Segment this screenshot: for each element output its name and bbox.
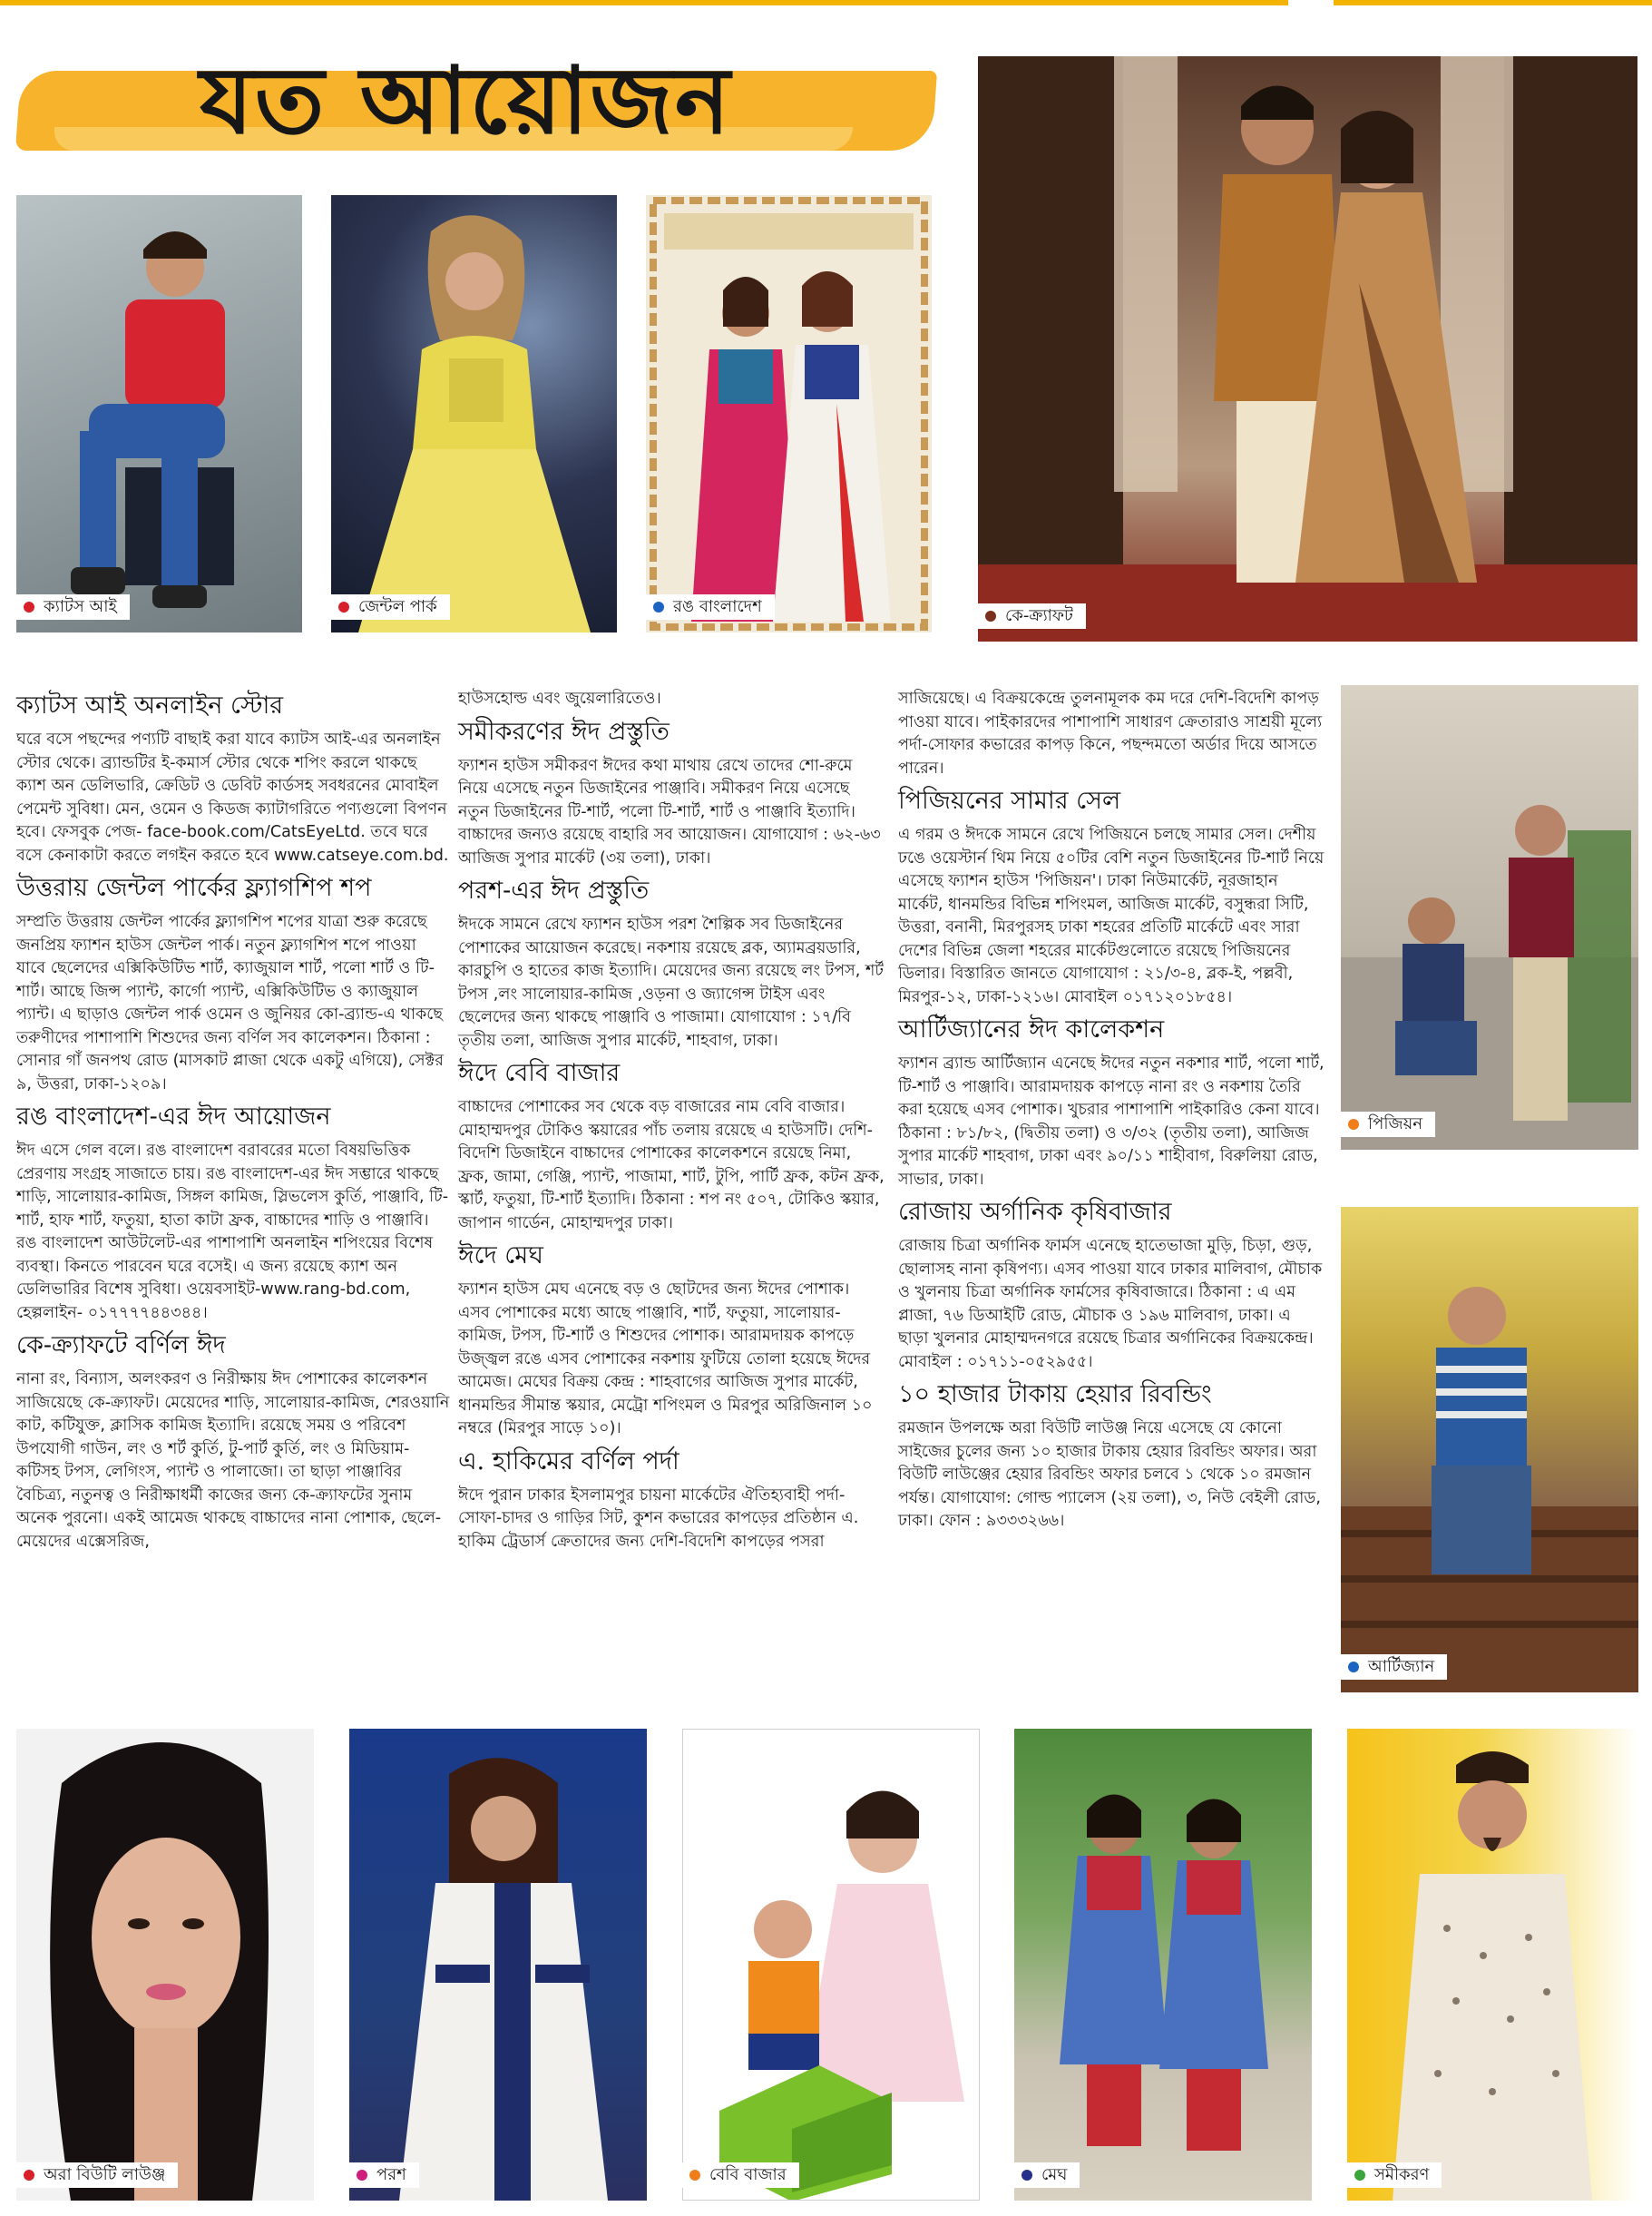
caption-text: আর্টিজ্যান [1368, 1657, 1435, 1676]
caption-text: পরশ [376, 2165, 406, 2184]
headline-rang-bangladesh: রঙ বাংলাদেশ-এর ঈদ আয়োজন [16, 1103, 331, 1131]
caption-porosh [349, 2162, 419, 2188]
column-1 [16, 685, 450, 1557]
article-continued-lead: হাউসহোল্ড এবং জুয়েলারিতেও। [458, 690, 661, 708]
headline-k-craft: কে-ক্র্যাফটে বর্ণিল ঈদ [16, 1331, 226, 1359]
caption-text: ক্যাটস আই [44, 597, 117, 616]
photo-rang-bangladesh [646, 195, 932, 632]
article-a-hakim: ঈদে পুরান ঢাকার ইসলামপুর চায়না মার্কেটের ঐতিহ্যবাহী পর্দা-সোফা-চাদর ও গাড়ির সিট, কুশন কভারের কাপড়ের প্রতিষ্ঠান এ. হাকিম ট্রেডার্স ক্রেতাদের জন্য দেশি-বিদেশি কাপড়ের পসরা [458, 1486, 859, 1551]
caption-text: জেন্টল পার্ক [358, 597, 437, 616]
article-organic-bazar: রোজায় চিত্রা অর্গানিক ফার্মস এনেছে হাতেভাজা মুড়ি, চিড়া, গুড়, ছোলাসহ নানা কৃষিপণ্য। এসব পাওয়া যাবে ঢাকার মালিবাগ, মৌচাক ও খুলনায় চিত্রা অর্গানিক ফার্মসের কৃষিবাজারে। ঠিকানা : এ এম প্লাজা, ৭৬ ডিআইটি রোড, মৌচাক ও ১৯৬ মালিবাগ, ঢাকা। এ ছাড়া খুলনার মোহাম্মদনগরে রয়েছে চিত্রার অর্গানিকের বিক্রয়কেন্দ্র। মোবাইল : ০১৭১১-০৫২৯৫৫। [898, 1237, 1323, 1371]
caption-aura-beauty [16, 2162, 178, 2188]
page-title: যত আয়োজন [200, 46, 732, 155]
caption-dot-icon [653, 602, 664, 613]
headline-megh: ঈদে মেঘ [458, 1241, 543, 1270]
photo-aura-image [16, 1729, 314, 2201]
photo-gentle-park-image [331, 195, 617, 632]
article-hair-rebonding: রমজান উপলক্ষে অরা বিউটি লাউঞ্জ নিয়ে এসেছে যে কোনো সাইজের চুলের জন্য ১০ হাজার টাকায় হেয়ার রিবন্ডিং অফার। অরা বিউটি লাউঞ্জের হেয়ার রিবন্ডিং অফার চলবে ১ থেকে ১০ রমজান পর্যন্ত। যোগাযোগ: গোল্ড প্যালেস (২য় তলা), ৩, নিউ বেইলী রোড, ঢাকা। ফোন : ৯৩৩৩২৬৬। [898, 1419, 1321, 1530]
caption-dot-icon [24, 602, 34, 613]
headline-hair-rebonding: ১০ হাজার টাকায় হেয়ার রিবন্ডিং [898, 1380, 1212, 1408]
caption-artisan [1341, 1654, 1447, 1680]
article-baby-bazar: বাচ্চাদের পোশাকের সব থেকে বড় বাজারের নাম বেবি বাজার। মোহাম্মদপুর টোকিও স্কয়ারের পাঁচ তলায় রয়েছে এ হাউসটি। দেশি-বিদেশি ডিজাইনে বাচ্চাদের পোশাকের কালেকশনে রয়েছে নিমা, ফ্রক, জামা, গেঞ্জি, প্যান্ট, পাজামা, শার্ট, টুপি, পার্টি ফ্রক, কটন ফ্রক, স্কার্ট, ফতুয়া, টি-শার্ট ইত্যাদি। ঠিকানা : শপ নং ৫০৭, টোকিও স্কয়ার, জাপান গার্ডেন, মোহাম্মদপুর ঢাকা। [458, 1098, 885, 1232]
caption-dot-icon [689, 2170, 700, 2181]
caption-dot-icon [1022, 2170, 1032, 2181]
article-artisan: ফ্যাশন ব্র্যান্ড আর্টিজ্যান এনেছে ঈদের নতুন নকশার শার্ট, পলো শার্ট, টি-শার্ট ও পাঞ্জাবি। আরামদায়ক কাপড়ে নানা রং ও নকশায় তৈরি করা হয়েছে এসব পোশাক। খুচরার পাশাপাশি পাইকারিও কেনা যাবে। ঠিকানা : ৮১/৮২, (দ্বিতীয় তলা) ও ৩/৩২ (তৃতীয় তলা), আজিজ সুপার মার্কেট শাহবাগ, ঢাকা এবং ৯০/১১ শাহীবাগ, বিরুলিয়া রোড, সাভার, ঢাকা। [898, 1054, 1325, 1189]
photo-artisan [1341, 1207, 1638, 1692]
photo-pigeon-image [1341, 685, 1638, 1150]
caption-text: বেবি বাজার [709, 2165, 787, 2184]
headline-a-hakim: এ. হাকিমের বর্ণিল পর্দা [458, 1446, 679, 1476]
photo-cats-eye-image [16, 195, 302, 632]
caption-baby-bazar [682, 2162, 799, 2188]
caption-pigeon [1341, 1112, 1435, 1137]
photo-megh-image [1014, 1729, 1312, 2201]
caption-text: অরা বিউটি লাউঞ্জ [44, 2165, 166, 2184]
photo-cats-eye [16, 195, 302, 632]
photo-megh [1014, 1729, 1312, 2201]
top-rule-right [1334, 0, 1652, 5]
article-k-craft: নানা রং, বিন্যাস, অলংকরণ ও নিরীক্ষায় ঈদ পোশাকের কালেকশন সাজিয়েছে কে-ক্র্যাফট। মেয়েদের শাড়ি, সালোয়ার-কামিজ, শেরওয়ানি কাট, কটিযুক্ত, ক্লাসিক কামিজ ইত্যাদি। রয়েছে সময় ও পরিবেশ উপযোগী গাউন, লং ও শর্ট কুর্তি, টু-পার্ট কুর্তি, লং ও মিডিয়াম- কটিসহ টপস, লেগিংস, প্যান্ট ও পালাজো। তা ছাড়া পাঞ্জাবির বৈচিত্র্য, নতুনত্ব ও নিরীক্ষাধর্মী কাজের জন্য কে-ক্র্যাফটের সুনাম অনেক পুরনো। একই আমেজ থাকছে বাচ্চাদের নানা পোশাক, ছেলে-মেয়েদের এক্সেসরিজ, [16, 1370, 450, 1551]
headline-artisan: আর্টিজ্যানের ঈদ কালেকশন [898, 1015, 1165, 1044]
caption-cats-eye [16, 594, 130, 620]
headline-organic-bazar: রোজায় অর্গানিক কৃষিবাজার [898, 1198, 1172, 1226]
photo-baby-bazar [682, 1729, 980, 2201]
caption-rang-bangladesh [646, 594, 775, 620]
photo-aura-beauty [16, 1729, 314, 2201]
headline-baby-bazar: ঈদে বেবি বাজার [458, 1059, 621, 1087]
caption-text: পিজিয়ন [1368, 1114, 1422, 1133]
article-rang-bangladesh: ঈদ এসে গেল বলে। রঙ বাংলাদেশ বরাবরের মতো বিষয়ভিত্তিক প্রেরণায় সংগ্রহ সাজাতে চায়। রঙ বাংলাদেশ-এর ঈদ সম্ভারে থাকছে শাড়ি, সালোয়ার-কামিজ, সিঙ্গল কামিজ, স্লিভলেস কুর্তি, পাঞ্জাবি, টি-শার্ট, হাফ শার্ট, ফতুয়া, হাতা কাটা ফ্রক, বাচ্চাদের শাড়ি ও পাঞ্জাবি। রঙ বাংলাদেশ আউটলেট-এর পাশাপাশি অনলাইন শপিংয়ের বিশেষ ব্যবস্থা। কিনতে পারবেন ঘরে বসেই। এ জন্য রয়েছে ক্যাশ অন ডেলিভারির বিশেষ সুবিধা। ওয়েবসাইট-www.rang-bd.com, হেল্পলাইন- ০১৭৭৭৭৪৪৩৪৪। [16, 1142, 449, 1322]
photo-artisan-image [1341, 1207, 1638, 1692]
caption-megh [1014, 2162, 1080, 2188]
photo-somikoron [1347, 1729, 1638, 2201]
column-3 [898, 688, 1325, 1537]
caption-text: সমীকরণ [1374, 2165, 1430, 2184]
article-megh: ফ্যাশন হাউস মেঘ এনেছে বড় ও ছোটদের জন্য ঈদের পোশাক। এসব পোশাকের মধ্যে আছে পাঞ্জাবি, শার্ট, ফতুয়া, সালোয়ার-কামিজ, টপস, টি-শার্ট ও শিশুদের পোশাক। আরামদায়ক কাপড়ে উজ্জ্বল রঙে এসব পোশাকের নকশায় ফুটিয়ে তোলা হয়েছে ঈদের আমেজ। মেঘের বিক্রয় কেন্দ্র : শাহবাগের আজিজ সুপার মার্কেট, ধানমন্ডির সীমান্ত স্কয়ার, মেট্রো শপিংমল ও মিরপুর অরিজিনাল ১০ নম্বরে (মিরপুর সাড়ে ১০)। [458, 1280, 873, 1437]
caption-dot-icon [1348, 1119, 1359, 1130]
caption-dot-icon [985, 611, 996, 622]
article-continued-lead: সাজিয়েছে। এ বিক্রয়কেন্দ্রে তুলনামূলক কম দরে দেশি-বিদেশি কাপড় পাওয়া যাবে। পাইকারদের পাশাপাশি সাধারণ ক্রেতারাও সাশ্রয়ী মূল্যে পর্দা-সোফার কভারের কাপড় কিনে, পছন্দমতো অর্ডার দিয়ে আসতে পারেন। [898, 690, 1323, 778]
headline-gentle-park: উত্তরায় জেন্টল পার্কের ফ্ল্যাগশিপ শপ [16, 874, 372, 902]
article-gentle-park: সম্প্রতি উত্তরায় জেন্টল পার্কের ফ্ল্যাগশিপ শপের যাত্রা শুরু করেছে জনপ্রিয় ফ্যাশন হাউস জেন্টল পার্ক। নতুন ফ্ল্যাগশিপ শপে পাওয়া যাবে ছেলেদের এক্সিকিউটিভ শার্ট, ক্যাজুয়াল শার্ট, পলো শার্ট ও টি-শার্ট। আছে জিন্স প্যান্ট, কার্গো প্যান্ট, এক্সিকিউটিভ ও ক্যাজুয়াল প্যান্ট। এ ছাড়াও জেন্টল পার্ক ওমেন ও জুনিয়র কো-ব্র্যান্ড-এ থাকছে তরুণীদের পাশাপাশি শিশুদের জন্য বর্ণিল সব কালেকশন। ঠিকানা : সোনার গাঁ জনপথ রোড (মাসকাট প্লাজা থেকে একটু এগিয়ে), সেক্টর ৯, উত্তরা, ঢাকা-১২০৯। [16, 913, 444, 1093]
article-cats-eye: ঘরে বসে পছন্দের পণ্যটি বাছাই করা যাবে ক্যাটস আই-এর অনলাইন স্টোর থেকে। ব্র্যান্ডটির ই-কমার্স স্টোর থেকে শপিং করলে থাকছে ক্যাশ অন ডেলিভারি, ক্রেডিট ও ডেবিট কার্ডসহ সবধরনের মোবাইল পেমেন্ট সুবিধা। মেন, ওমেন ও কিডজ ক্যাটাগরিতে পণ্যগুলো বিপণন হবে। ফেসবুক পেজ- face-book.com/CatsEyeLtd. তবে ঘরে বসে কেনাকাটা করতে লগইন করতে হবে www.catseye.com.bd. [16, 730, 449, 865]
caption-text: কে-ক্র্যাফট [1005, 606, 1073, 625]
photo-pigeon [1341, 685, 1638, 1150]
headline-cats-eye: ক্যাটস আই অনলাইন স্টোর [16, 691, 284, 720]
headline-pigeon: পিজিয়নের সামার সেল [898, 787, 1121, 815]
article-pigeon: এ গরম ও ঈদকে সামনে রেখে পিজিয়নে চলছে সামার সেল। দেশীয় ঢঙে ওয়েস্টার্ন থিম নিয়ে ৫০টির বেশি নতুন ডিজাইনের টি-শার্ট নিয়ে এসেছে ফ্যাশন হাউস 'পিজিয়ন'। ঢাকা নিউমার্কেট, নূরজাহান মার্কেট, ধানমন্ডির বিভিন্ন শপিংমল, আজিজ মার্কেট, বসুন্ধরা সিটি, উত্তরা, বনানী, মিরপুরসহ ঢাকা শহরের প্রতিটি মার্কেটে এবং সারা দেশের বিভিন্ন জেলা শহরের মার্কেটগুলোতে রয়েছে পিজিয়নের ডিলার। বিস্তারিত জানতে যোগাযোগ : ২১/৩-৪, ব্লক-ই, পল্লবী, মিরপুর-১২, ঢাকা-১২১৬। মোবাইল ০১৭১২০১৮৫৪। [898, 826, 1325, 1006]
photo-gentle-park [331, 195, 617, 632]
caption-dot-icon [357, 2170, 367, 2181]
article-porosh: ঈদকে সামনে রেখে ফ্যাশন হাউস পরশ শৈল্পিক সব ডিজাইনের পোশাকের আয়োজন করেছে। নকশায় রয়েছে ব্লক, অ্যামব্রয়ডারি, কারচুপি ও হাতের কাজ ইত্যাদি। মেয়েদের জন্য রয়েছে লং টপস, শর্ট টপস ,লং সালোয়ার-কামিজ ,ওড়না ও জ্যাগেন্স টাইস এবং ছেলেদের জন্য থাকছে পাঞ্জাবি ও পাজামা। যোগাযোগ : ১৭/বি তৃতীয় তলা, আজিজ সুপার মার্কেট, শাহবাগ, ঢাকা। [458, 916, 884, 1050]
caption-k-craft [978, 603, 1086, 629]
caption-dot-icon [338, 602, 349, 613]
caption-somikoron [1347, 2162, 1442, 2188]
photo-baby-bazar-image [683, 1730, 979, 2200]
photo-rang-image [646, 195, 932, 632]
top-rule [0, 0, 1288, 5]
caption-dot-icon [1348, 1662, 1359, 1672]
photo-porosh-image [349, 1729, 647, 2201]
photo-k-craft [978, 56, 1637, 642]
caption-dot-icon [24, 2170, 34, 2181]
caption-dot-icon [1354, 2170, 1365, 2181]
headline-porosh: পরশ-এর ঈদ প্রস্তুতি [458, 877, 650, 905]
photo-somikoron-image [1347, 1729, 1638, 2201]
article-somikoron: ফ্যাশন হাউস সমীকরণ ঈদের কথা মাথায় রেখে তাদের শো-রুমে নিয়ে এসেছে নতুন ডিজাইনের পাঞ্জাবি। সমীকরণ নিয়ে এসেছে নতুন ডিজাইনের টি-শার্ট, পলো টি-শার্ট, শার্ট ও পাঞ্জাবি ইত্যাদি। বাচ্চাদের জন্যও রয়েছে বাহারি সব আয়োজন। যোগাযোগ : ৬২-৬৩ আজিজ সুপার মার্কেট (৩য় তলা), ঢাকা। [458, 756, 881, 868]
headline-somikoron: সমীকরণের ঈদ প্রস্তুতি [458, 717, 670, 746]
caption-gentle-park [331, 594, 450, 620]
photo-k-craft-image [978, 56, 1637, 642]
column-2 [458, 688, 885, 1557]
caption-text: মেঘ [1041, 2165, 1068, 2184]
caption-text: রঙ বাংলাদেশ [673, 597, 762, 616]
photo-porosh [349, 1729, 647, 2201]
